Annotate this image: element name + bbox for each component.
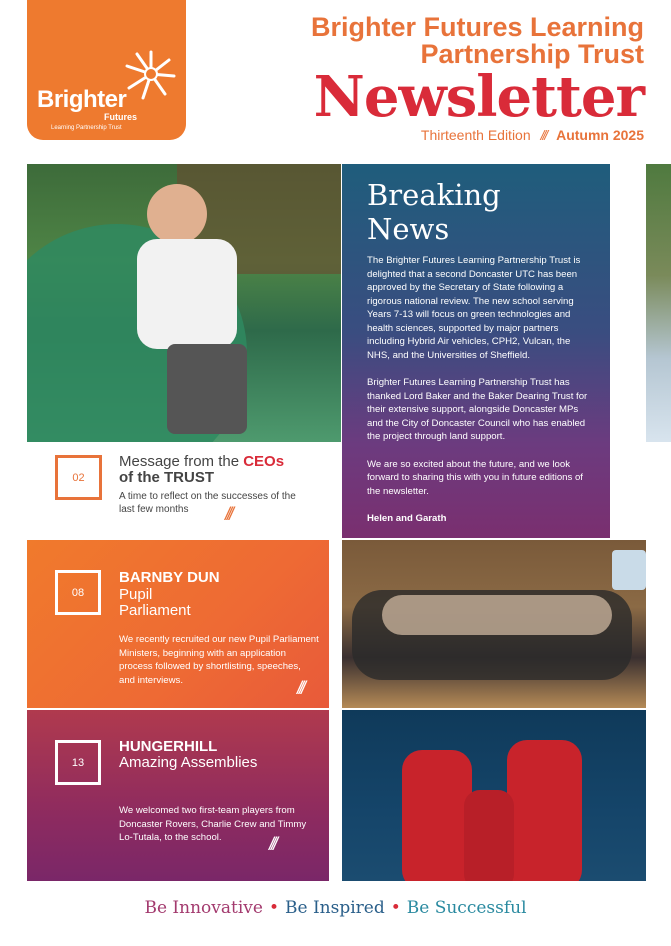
trust-name-line2: Partnership Trust [420, 39, 644, 69]
story-separator: /// [297, 678, 304, 698]
story-headline-line2: Parliament [119, 602, 191, 619]
ceo-title-bold2: of the TRUST [119, 469, 214, 486]
logo-tagline: Learning Partnership Trust [51, 125, 122, 131]
breaking-news-paragraph-2: Brighter Futures Learning Partnership Trust has thanked Lord Baker and the Baker Dearing Trust for their extensive support, alongside Doncaster MPs and the City of Doncaster Council who has enabled the project through land support. [367, 377, 588, 442]
footer-bullet: • [268, 898, 279, 918]
story-barnby-dun[interactable] [27, 540, 329, 708]
ceo-message-subtitle: A time to reflect on the successes of the last few months [119, 491, 296, 515]
trust-name-line1: Brighter Futures Learning [310, 12, 644, 42]
story-school: HUNGERHILL [119, 738, 218, 755]
ceo-message-title[interactable] [119, 454, 339, 486]
footer-values [0, 898, 671, 918]
story-page-number: 13 [55, 740, 101, 785]
newsletter-title: Newsletter [313, 64, 644, 130]
logo-wordmark: Brighter [37, 86, 127, 113]
story-body: We welcomed two first-team players from Doncaster Rovers, Charlie Crew and Timmy Lo-Tutala, to the school. [119, 805, 307, 843]
footer-bullet: • [390, 898, 401, 918]
edition-season: Autumn 2025 [556, 127, 644, 143]
story-page-number: 08 [55, 570, 101, 615]
breaking-news-paragraph-1: The Brighter Futures Learning Partnership Trust is delighted that a second Doncaster UTC has been approved by the Secretary of State following a rigorous national review. The new school serving Years 7-13 will focus on green technologies and health sciences, supported by major partners including Hybrid Air vehicles, CPH2, Vulcan, the NHS, and the Universities of Sheffield. [367, 255, 581, 361]
story-school: BARNBY DUN [119, 569, 220, 586]
breaking-news-signature: Helen and Garath [367, 513, 447, 524]
edition-separator: /// [540, 127, 547, 143]
ceo-separator: /// [225, 504, 232, 524]
breaking-news-panel [342, 164, 610, 538]
edition-label: Thirteenth Edition [420, 127, 531, 143]
breaking-news-heading: Breaking News [367, 178, 501, 246]
slide-photo [27, 164, 341, 442]
logo-sub: Futures [104, 112, 138, 122]
story-hungerhill[interactable] [27, 710, 329, 881]
footer-value-successful: Be Successful [406, 898, 527, 918]
story-headline-line1: Pupil [119, 586, 153, 603]
footer-value-innovative: Be Innovative [144, 898, 263, 918]
brighter-futures-logo [27, 0, 186, 140]
footballers-photo [342, 710, 646, 881]
footer-value-inspired: Be Inspired [284, 898, 385, 918]
ceo-page-number[interactable]: 02 [55, 455, 102, 500]
starburst-icon [121, 48, 177, 102]
story-body: We recently recruited our new Pupil Parliament Ministers, beginning with an application process followed by shortlisting, speeches, and interviews. [119, 634, 319, 686]
ceo-title-plain: Message from the [119, 453, 244, 470]
story-separator: /// [269, 834, 276, 854]
background-photo-strip [646, 164, 671, 442]
story-headline-line1: Amazing Assemblies [119, 754, 258, 771]
breaking-news-paragraph-3: We are so excited about the future, and we look forward to sharing this with you in future editions of the newsletter. [367, 458, 583, 497]
pupil-parliament-photo [342, 540, 646, 708]
edition-line [244, 126, 644, 144]
ceo-title-bold1: CEOs [243, 453, 285, 470]
